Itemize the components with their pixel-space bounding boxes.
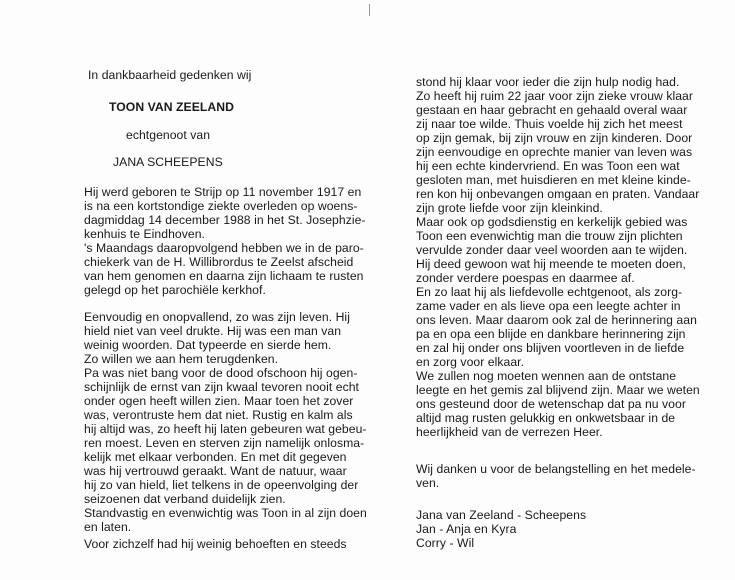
- text-line: We zullen nog moeten wennen aan de ontstane: [416, 369, 677, 383]
- text-line: Hij werd geboren te Strijp op 11 november 1917 en: [84, 185, 362, 199]
- text-line: Toon een evenwichtig man die trouw zijn plichten: [416, 229, 683, 243]
- text-line: Eenvoudig en onopvallend, zo was zijn leven. Hij: [84, 310, 350, 324]
- signature-line: Jana van Zeeland - Scheepens: [416, 508, 587, 522]
- text-line: onder ogen heeft willen zien. Maar toen het zover: [84, 394, 354, 408]
- text-line: leegte en het gemis zal blijvend zijn. Maar we weten: [416, 383, 700, 397]
- text-line: kenhuis te Eindhoven.: [84, 227, 205, 241]
- text-line: kelijk met elkaar verbonden. En met dit gegeven: [84, 450, 347, 464]
- text-line: en laten.: [84, 520, 132, 534]
- text-line: zijn eenvoudige en oprechte manier van leven was: [416, 145, 693, 159]
- text-line: hij een echte kindervriend. En was Toon een wat: [416, 159, 680, 173]
- text-line: gestaan en haar gebracht en gehaald overal waar: [416, 103, 688, 117]
- text-line: En zo laat hij als liefdevolle echtgenoot, als zorg-: [416, 285, 683, 299]
- text-line: ren kon hij onbevangen omgaan en praten. Vandaar: [416, 187, 700, 201]
- text-line: altijd mag rusten gelukkig en onkwetsbaar in de: [416, 411, 676, 425]
- thanks-line: ven.: [416, 476, 440, 490]
- text-line: en zorg voor elkaar.: [416, 355, 525, 369]
- text-line: Pa was niet bang voor de dood ofschoon hij ogen-: [84, 366, 358, 380]
- text-line: heerlijkheid van de verrezen Heer.: [416, 425, 603, 439]
- text-line: Zo heeft hij ruim 22 jaar voor zijn zieke vrouw klaar: [416, 89, 693, 103]
- deceased-name: TOON VAN ZEELAND: [109, 100, 234, 114]
- text-line: Standvastig en evenwichtig was Toon in al zijn doen: [84, 506, 367, 520]
- text-line: ons gesteund door de wetenschap dat pa nu voor: [416, 397, 686, 411]
- text-line: Voor zichzelf had hij weinig behoeften en steeds: [84, 537, 347, 551]
- text-line: zij naar toe wilde. Thuis voelde hij zich het meest: [416, 117, 683, 131]
- text-line: ren moest. Leven en sterven zijn namelijk onlosma-: [84, 436, 365, 450]
- text-line: 's Maandags daaropvolgend hebben we in de paro-: [84, 241, 364, 255]
- text-line: Zo willen we aan hem terugdenken.: [84, 352, 279, 366]
- text-line: stond hij klaar voor ieder die zijn hulp nodig had.: [416, 75, 680, 89]
- text-line: pa en opa een blijde en dankbare herinnering zijn: [416, 327, 686, 341]
- text-line: gesloten man, met huisdieren en met kleine kinde-: [416, 173, 691, 187]
- text-line: weinig woorden. Dat typeerde en sierde hem.: [84, 338, 332, 352]
- text-line: hij altijd was, zo heeft hij laten gebeuren wat gebeu-: [84, 422, 367, 436]
- text-line: was hij vertrouwd geraakt. Want de natuur, waar: [84, 464, 347, 478]
- relation-line: echtgenoot van: [126, 128, 211, 142]
- text-line: schijnlijk de ernst van zijn kwaal tevoren nooit echt: [84, 380, 359, 394]
- text-line: was, verontruste hem dat niet. Rustig en kalm als: [84, 408, 353, 422]
- text-line: van hem genomen en daarna zijn lichaam te rusten: [84, 269, 364, 283]
- signature-line: Jan - Anja en Kyra: [416, 522, 517, 536]
- text-line: ons leven. Maar daarom ook zal de herinnering aan: [416, 313, 697, 327]
- text-line: chiekerk van de H. Willibrordus te Zeelst afscheid: [84, 255, 354, 269]
- text-line: op zijn gemak, bij zijn vrouw en zijn kinderen. Door: [416, 131, 693, 145]
- text-line: hield niet van veel drukte. Hij was een man van: [84, 324, 342, 338]
- fold-mark: [369, 4, 370, 16]
- text-line: Maar ook op godsdienstig en kerkelijk gebied was: [416, 215, 688, 229]
- spouse-name: JANA SCHEEPENS: [113, 155, 223, 169]
- text-line: seizoenen dat verband duidelijk zien.: [84, 492, 286, 506]
- text-line: zijn grote liefde voor zijn kleinkind.: [416, 201, 603, 215]
- thanks-line: Wij danken u voor de belangstelling en het medele-: [416, 462, 696, 476]
- text-line: hij zo van hield, liet telkens in de opeenvolging der: [84, 478, 359, 492]
- intro-line: In dankbaarheid gedenken wij: [88, 68, 252, 82]
- text-line: is na een kortstondige ziekte overleden op woens-: [84, 199, 358, 213]
- text-line: Hij deed gewoon wat hij meende te moeten doen,: [416, 257, 686, 271]
- text-line: gelegd op het parochiële kerkhof.: [84, 283, 266, 297]
- text-line: zame vader en als lieve opa een leegte achter in: [416, 299, 681, 313]
- text-line: dagmiddag 14 december 1988 in het St. Josephzie-: [84, 213, 366, 227]
- text-line: en zal hij onder ons blijven voortleven in de liefde: [416, 341, 685, 355]
- text-line: zonder verdere poespas en daarmee af.: [416, 271, 635, 285]
- signature-line: Corry - Wil: [416, 536, 475, 550]
- text-line: vervulde zonder daar veel woorden aan te wijden.: [416, 243, 688, 257]
